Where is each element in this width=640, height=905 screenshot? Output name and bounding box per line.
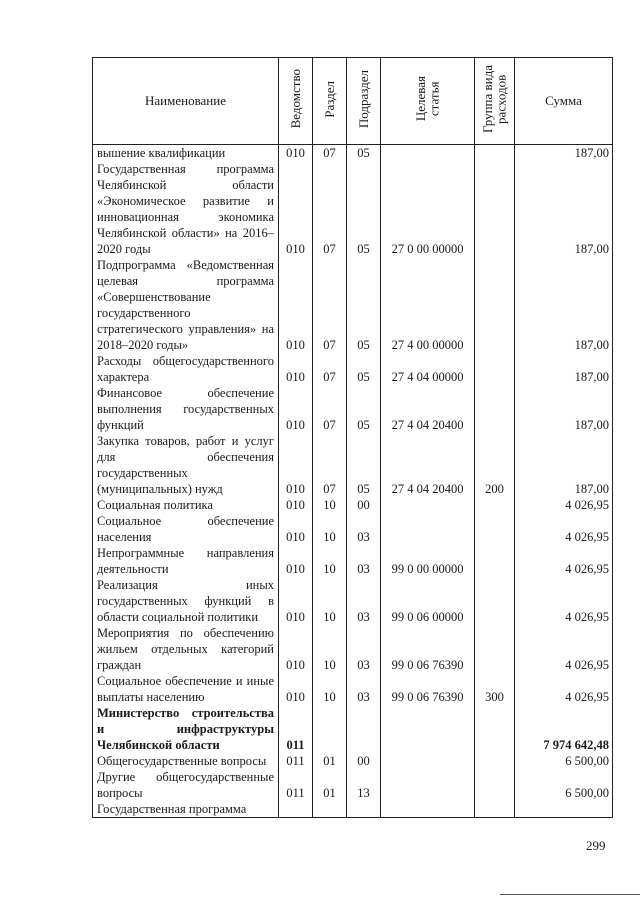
row-subsection-code: 13 [347, 769, 381, 801]
row-subsection-code: 05 [347, 385, 381, 433]
row-subsection-code: 05 [347, 353, 381, 385]
footer-rule [500, 894, 640, 895]
row-sum: 187,00 [515, 353, 613, 385]
row-target-article: 27 4 04 20400 [381, 385, 475, 433]
row-expense-group [475, 145, 515, 162]
row-section-code: 07 [313, 257, 347, 353]
row-name: вышение квалификации [93, 145, 279, 162]
row-subsection-code [347, 801, 381, 818]
row-name: Социальное обеспечение населения [93, 513, 279, 545]
row-sum: 4 026,95 [515, 497, 613, 513]
row-sum: 187,00 [515, 433, 613, 497]
row-ministry-code: 011 [279, 753, 313, 769]
row-expense-group [475, 625, 515, 673]
row-ministry-code: 011 [279, 769, 313, 801]
row-sum: 6 500,00 [515, 753, 613, 769]
row-ministry-code: 010 [279, 161, 313, 257]
row-name: Подпрограмма «Ведомственная целевая программа «Совершенствование государственного стратегического управления» на 2018–2020 годы» [93, 257, 279, 353]
row-expense-group [475, 705, 515, 753]
row-sum: 4 026,95 [515, 625, 613, 673]
row-expense-group [475, 497, 515, 513]
row-section-code [313, 801, 347, 818]
row-ministry-code: 010 [279, 145, 313, 162]
row-ministry-code: 011 [279, 705, 313, 753]
row-target-article [381, 705, 475, 753]
row-subsection-code: 05 [347, 145, 381, 162]
row-target-article: 27 0 00 00000 [381, 161, 475, 257]
row-subsection-code: 03 [347, 673, 381, 705]
row-expense-group [475, 385, 515, 433]
row-section-code: 07 [313, 353, 347, 385]
row-subsection-code: 03 [347, 625, 381, 673]
row-section-code: 01 [313, 769, 347, 801]
row-sum: 4 026,95 [515, 673, 613, 705]
row-subsection-code: 00 [347, 753, 381, 769]
row-target-article: 27 4 00 00000 [381, 257, 475, 353]
row-sum: 187,00 [515, 145, 613, 162]
row-name: Другие общегосударственные вопросы [93, 769, 279, 801]
row-target-article: 99 0 06 00000 [381, 577, 475, 625]
row-name: Социальная политика [93, 497, 279, 513]
row-section-code: 01 [313, 753, 347, 769]
row-section-code: 10 [313, 545, 347, 577]
row-ministry-code: 010 [279, 577, 313, 625]
row-ministry-code [279, 801, 313, 818]
row-sum: 7 974 642,48 [515, 705, 613, 753]
table-row [93, 753, 613, 769]
table-row [93, 433, 613, 497]
row-sum: 4 026,95 [515, 577, 613, 625]
table-row [93, 513, 613, 545]
header-expense-group: Группа вида расходов [475, 58, 515, 145]
row-ministry-code: 010 [279, 545, 313, 577]
row-target-article: 99 0 06 76390 [381, 625, 475, 673]
table-row [93, 625, 613, 673]
row-target-article: 27 4 04 20400 [381, 433, 475, 497]
row-section-code: 10 [313, 577, 347, 625]
row-subsection-code: 05 [347, 161, 381, 257]
row-name: Государственная программа [93, 801, 279, 818]
row-sum: 4 026,95 [515, 513, 613, 545]
row-section-code: 10 [313, 513, 347, 545]
table-row [93, 161, 613, 257]
row-target-article [381, 497, 475, 513]
row-ministry-code: 010 [279, 353, 313, 385]
row-ministry-code: 010 [279, 497, 313, 513]
row-sum: 6 500,00 [515, 769, 613, 801]
row-section-code: 07 [313, 385, 347, 433]
row-target-article: 99 0 00 00000 [381, 545, 475, 577]
table-row [93, 769, 613, 801]
row-ministry-code: 010 [279, 673, 313, 705]
table-row [93, 145, 613, 162]
row-name: Министерство строительства и инфраструктуры Челябинской области [93, 705, 279, 753]
row-expense-group [475, 801, 515, 818]
table-row [93, 801, 613, 818]
row-expense-group [475, 545, 515, 577]
row-name: Мероприятия по обеспечению жильем отдельных категорий граждан [93, 625, 279, 673]
row-target-article: 99 0 06 76390 [381, 673, 475, 705]
row-expense-group: 200 [475, 433, 515, 497]
row-section-code: 07 [313, 161, 347, 257]
row-name: Социальное обеспечение и иные выплаты населению [93, 673, 279, 705]
table-body [93, 145, 613, 818]
table-row [93, 577, 613, 625]
row-expense-group [475, 577, 515, 625]
row-name: Реализация иных государственных функций в области социальной политики [93, 577, 279, 625]
row-sum [515, 801, 613, 818]
row-name: Закупка товаров, работ и услуг для обеспечения государственных (муниципальных) нужд [93, 433, 279, 497]
row-expense-group [475, 753, 515, 769]
table-header-row [93, 58, 613, 145]
header-sum: Сумма [515, 58, 613, 145]
row-sum: 187,00 [515, 385, 613, 433]
row-expense-group [475, 161, 515, 257]
row-target-article [381, 801, 475, 818]
row-name: Финансовое обеспечение выполнения государственных функций [93, 385, 279, 433]
row-subsection-code: 03 [347, 577, 381, 625]
header-ministry: Ведомство [279, 58, 313, 145]
row-name: Расходы общегосударственного характера [93, 353, 279, 385]
row-expense-group [475, 257, 515, 353]
row-name: Непрограммные направления деятельности [93, 545, 279, 577]
row-name: Общегосударственные вопросы [93, 753, 279, 769]
table-row [93, 497, 613, 513]
row-subsection-code: 05 [347, 433, 381, 497]
row-sum: 4 026,95 [515, 545, 613, 577]
table-row [93, 257, 613, 353]
row-ministry-code: 010 [279, 385, 313, 433]
header-section: Раздел [313, 58, 347, 145]
row-section-code [313, 705, 347, 753]
header-subsection: Подраздел [347, 58, 381, 145]
row-ministry-code: 010 [279, 625, 313, 673]
row-expense-group [475, 513, 515, 545]
row-subsection-code: 03 [347, 513, 381, 545]
row-subsection-code: 03 [347, 545, 381, 577]
row-ministry-code: 010 [279, 257, 313, 353]
table-row [93, 385, 613, 433]
row-section-code: 07 [313, 433, 347, 497]
page-number: 299 [586, 838, 606, 853]
row-name: Государственная программа Челябинской области «Экономическое развитие и инновационная экономика Челябинской области» на 2016–2020 годы [93, 161, 279, 257]
budget-table [92, 57, 613, 818]
row-section-code: 07 [313, 145, 347, 162]
row-target-article [381, 753, 475, 769]
table-row [93, 353, 613, 385]
row-section-code: 10 [313, 673, 347, 705]
row-expense-group: 300 [475, 673, 515, 705]
table-row [93, 705, 613, 753]
row-section-code: 10 [313, 625, 347, 673]
table-row [93, 545, 613, 577]
row-sum: 187,00 [515, 161, 613, 257]
row-section-code: 10 [313, 497, 347, 513]
row-target-article [381, 769, 475, 801]
row-subsection-code [347, 705, 381, 753]
header-target-article: Целевая статья [381, 58, 475, 145]
table-row [93, 673, 613, 705]
row-ministry-code: 010 [279, 433, 313, 497]
row-target-article: 27 4 04 00000 [381, 353, 475, 385]
row-ministry-code: 010 [279, 513, 313, 545]
header-name: Наименование [93, 58, 279, 145]
row-subsection-code: 05 [347, 257, 381, 353]
row-expense-group [475, 769, 515, 801]
row-subsection-code: 00 [347, 497, 381, 513]
row-sum: 187,00 [515, 257, 613, 353]
row-target-article [381, 145, 475, 162]
row-target-article [381, 513, 475, 545]
row-expense-group [475, 353, 515, 385]
